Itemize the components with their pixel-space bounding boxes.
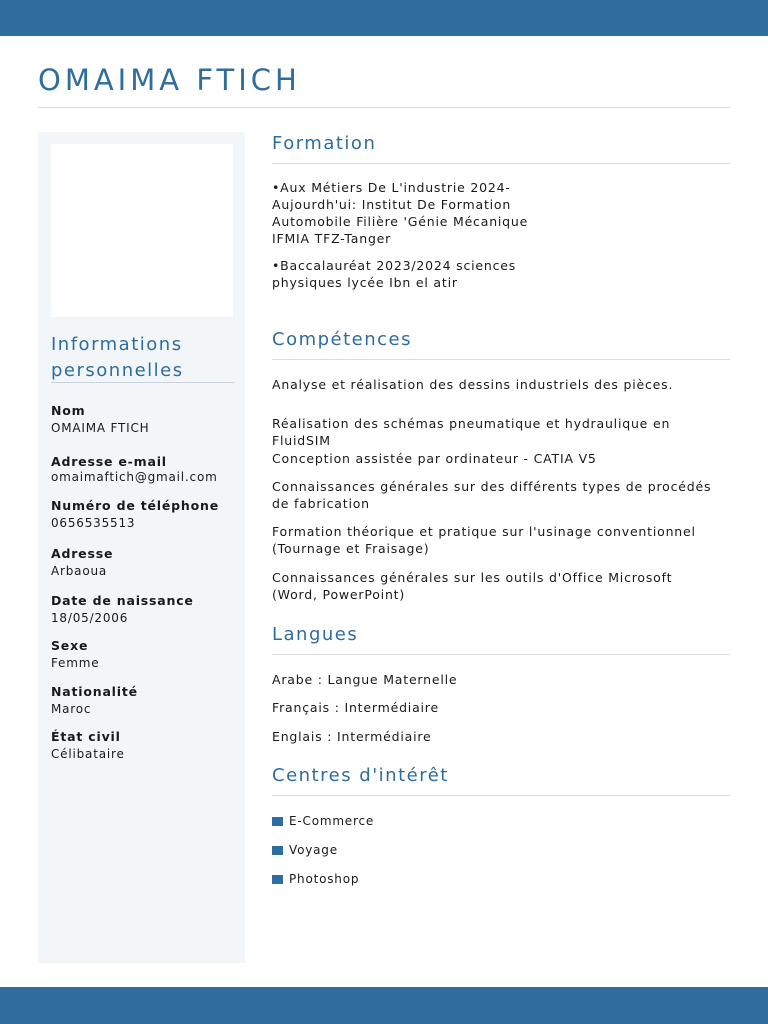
info-value: Arbaoua (51, 564, 108, 578)
info-nationality (51, 684, 246, 717)
info-birthdate (51, 593, 246, 626)
info-label: Nationalité (51, 684, 138, 699)
formation-title: Formation (272, 133, 377, 154)
interest-label: Voyage (289, 843, 338, 857)
competence-item: Réalisation des schémas pneumatique et hydraulique en FluidSIM (272, 416, 671, 448)
info-value: omaimaftich@gmail.com (51, 470, 218, 484)
langue-item: Englais : Intermédiaire (272, 729, 432, 744)
langue-item: Français : Intermédiaire (272, 700, 439, 715)
competence-item: Analyse et réalisation des dessins industriels des pièces. (272, 377, 674, 392)
info-sex (51, 638, 246, 671)
info-address (51, 546, 246, 579)
square-bullet-icon (272, 817, 283, 826)
formation-item: •Baccalauréat 2023/2024 sciences physiques lycée Ibn el atir (272, 258, 517, 290)
info-label: Adresse e-mail (51, 454, 167, 469)
competences-divider (272, 359, 730, 360)
info-value: Maroc (51, 702, 92, 716)
personal-info-title: Informations personnelles (51, 334, 184, 381)
info-phone (51, 498, 246, 531)
square-bullet-icon (272, 846, 283, 855)
personal-info-sidebar (38, 132, 245, 963)
competences-title: Compétences (272, 329, 413, 350)
name-divider (38, 107, 730, 108)
info-label: État civil (51, 729, 121, 744)
info-label: Adresse (51, 546, 114, 561)
info-value: Célibataire (51, 747, 125, 761)
competence-item: Connaissances générales sur les outils d'Office Microsoft (Word, PowerPoint) (272, 570, 673, 602)
formation-item: •Aux Métiers De L'industrie 2024- Aujourdh'ui: Institut De Formation Automobile Filière 'Génie Mécanique IFMIA TFZ-Tanger (272, 180, 529, 246)
info-value: Femme (51, 656, 100, 670)
interest-label: Photoshop (289, 872, 360, 886)
bottom-accent-bar (0, 987, 768, 1024)
interets-title: Centres d'intérêt (272, 765, 449, 786)
info-value: 0656535513 (51, 516, 136, 530)
personal-info-divider (51, 382, 234, 383)
competence-item: Formation théorique et pratique sur l'usinage conventionnel (Tournage et Fraisage) (272, 524, 696, 556)
competence-item: Conception assistée par ordinateur - CATIA V5 (272, 451, 597, 466)
square-bullet-icon (272, 875, 283, 884)
formation-divider (272, 163, 730, 164)
info-label: Numéro de téléphone (51, 498, 219, 513)
interets-divider (272, 795, 730, 796)
langue-item: Arabe : Langue Maternelle (272, 672, 458, 687)
profile-photo-placeholder (51, 144, 233, 317)
info-label: Sexe (51, 638, 89, 653)
top-accent-bar (0, 0, 768, 36)
interest-label: E-Commerce (289, 814, 375, 828)
info-marital-status (51, 729, 246, 762)
info-email (51, 454, 246, 485)
info-name (51, 403, 246, 436)
info-label: Date de naissance (51, 593, 194, 608)
candidate-name: OMAIMA FTICH (38, 63, 301, 97)
info-value: 18/05/2006 (51, 611, 129, 625)
info-label: Nom (51, 403, 86, 418)
langues-divider (272, 654, 730, 655)
info-value: OMAIMA FTICH (51, 421, 150, 435)
langues-title: Langues (272, 624, 359, 645)
competence-item: Connaissances générales sur des différents types de procédés de fabrication (272, 479, 712, 511)
